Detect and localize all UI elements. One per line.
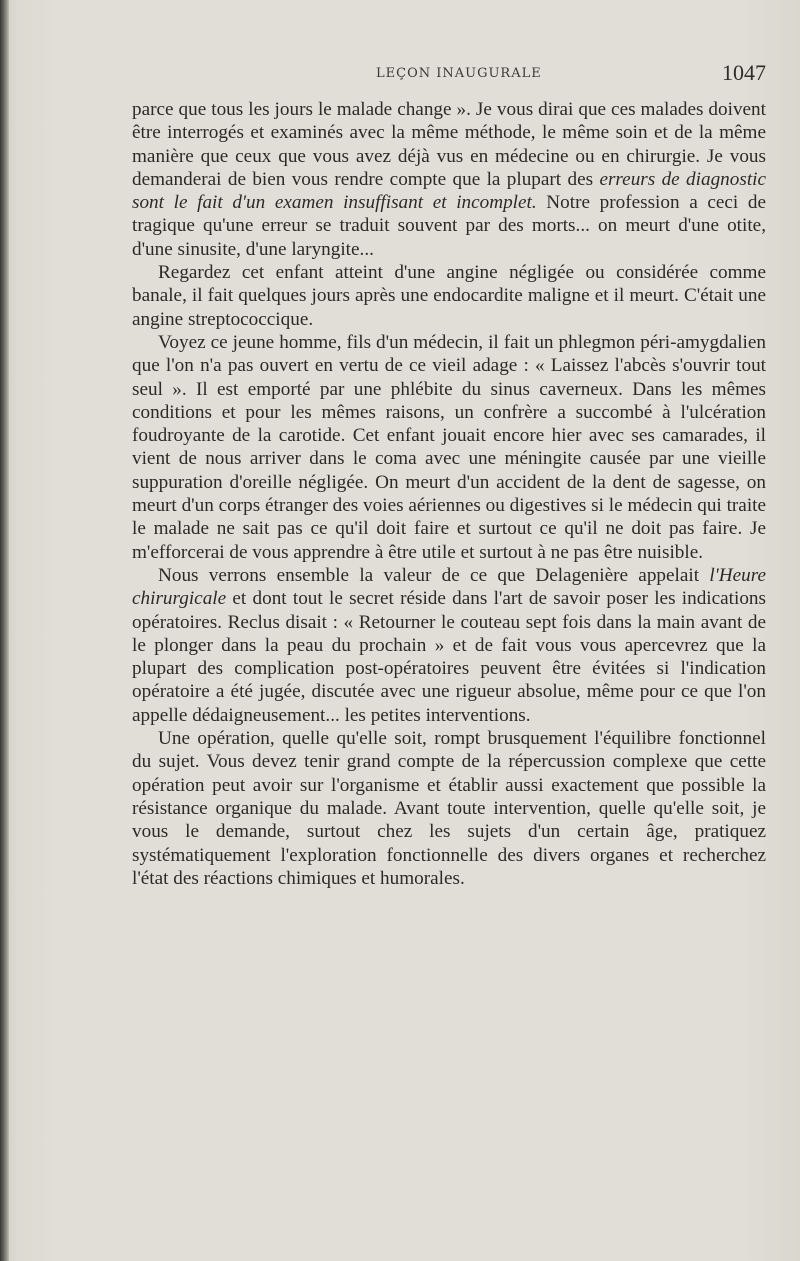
binding-edge (0, 0, 9, 1261)
paragraph-3: Voyez ce jeune homme, fils d'un médecin, il fait un phlegmon péri-amygdalien que l'on n'a pas ouvert en vertu de ce vieil adage : « Laissez l'abcès s'ouvrir tout seul ». Il est emporté par une phlébite du sinus caverneux. Dans les mêmes conditions et pour les mêmes raisons, un confrère a succombé à l'ulcération foudroyante de la carotide. Cet enfant jouait encore hier avec ses camarades, il vient de nous arriver dans le coma avec une méningite causée par une vieille suppuration d'oreille négligée. On meurt d'un accident de la dent de sagesse, on meurt d'un corps étranger des voies aériennes ou digestives si le médecin qui traite le malade ne sait pas ce qu'il doit faire et surtout ce qu'il ne doit pas faire. Je m'efforcerai de vous apprendre à être utile et surtout à ne pas être nuisible. (132, 331, 766, 563)
paragraph-1 (132, 98, 766, 261)
page-header (132, 60, 766, 90)
body-text (132, 98, 766, 890)
paragraph-1-tail: Notre profession a ceci de tragique qu'une erreur se traduit souvent par des morts... on meurt d'une otite, d'une sinusite, d'une laryngite... (132, 192, 766, 260)
paragraph-1-italic: erreurs de diagnostic sont le fait d'un examen insuffisant et incomplet. (132, 168, 766, 214)
paragraph-1-text: parce que tous les jours le malade change ». Je vous dirai que ces malades doivent être interrogés et examinés avec la même méthode, le même soin et de la même manière que ceux que vous avez déjà vus en médecine ou en chirurgie. Je vous demanderai de bien vous rendre compte que la plupart des (132, 99, 766, 190)
paragraph-5: Une opération, quelle qu'elle soit, rompt brusquement l'équilibre fonctionnel du sujet. Vous devez tenir grand compte de la répercussion complexe que cette opération peut avoir sur l'organisme et établir aussi exactement que possible la résistance organique du malade. Avant toute intervention, quelle qu'elle soit, je vous le demande, surtout chez les sujets d'un certain âge, pratiquez systématiquement l'exploration fonctionnelle des divers organes et recherchez l'état des réactions chimiques et humorales. (132, 728, 766, 889)
paragraph-4-italic: l'Heure chirurgicale (132, 564, 766, 610)
paragraph-2: Regardez cet enfant atteint d'une angine négligée ou considérée comme banale, il fait quelques jours après une endocardite maligne et il meurt. C'était une angine streptococcique. (132, 262, 766, 330)
paragraph-4-text: Nous verrons ensemble la valeur de ce que Delagenière appelait (158, 564, 710, 586)
paragraph-4-tail: et dont tout le secret réside dans l'art de savoir poser les indications opératoires. Reclus disait : « Retourner le couteau sept fois dans la main avant de le plonger dans la peau du prochain » et de fait vous vous apercevrez que la plupart des complication post-opératoires peuvent être évitées si l'indication opératoire a été jugée, discutée avec une rigueur absolue, même pour ce que l'on appelle dédaigneusement... les petites interventions. (132, 588, 766, 726)
page-number: 1047 (722, 60, 766, 85)
running-head: LEÇON INAUGURALE (376, 66, 542, 81)
paragraph-4 (132, 564, 766, 727)
